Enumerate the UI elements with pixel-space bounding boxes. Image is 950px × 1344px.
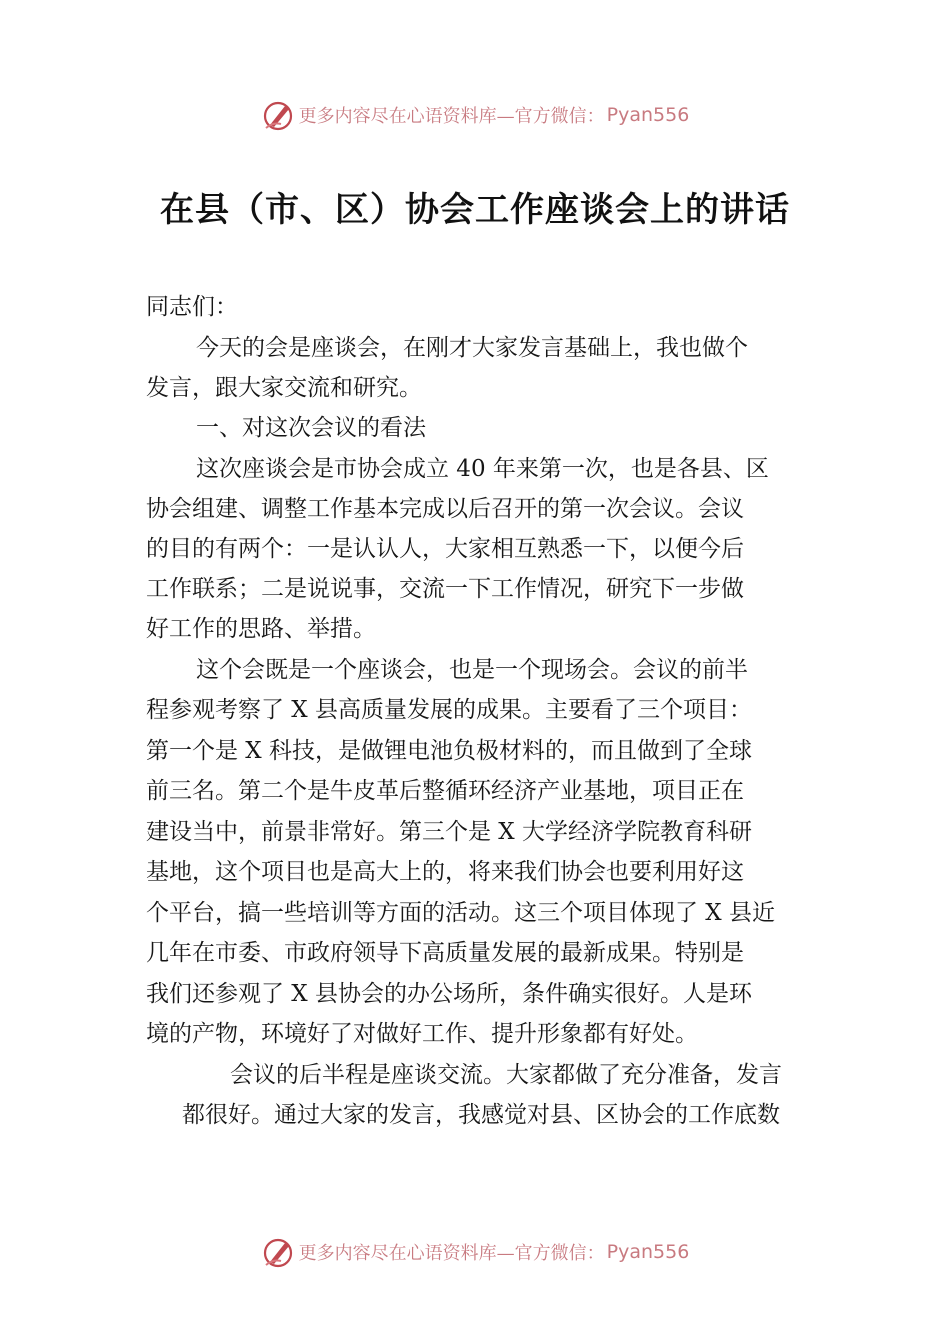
paragraph-line: 前三名。第二个是牛皮革后整循环经济产业基地，项目正在	[146, 778, 744, 804]
watermark-wechat-id: Pyan556	[606, 1241, 690, 1263]
pen-logo-icon	[261, 98, 295, 132]
document-title: 在县（市、区）协会工作座谈会上的讲话	[160, 190, 790, 230]
paragraph-line: 境的产物，环境好了对做好工作、提升形象都有好处。	[146, 1021, 698, 1047]
salutation: 同志们：	[146, 294, 238, 320]
section-heading: 一、对这次会议的看法	[196, 415, 426, 441]
paragraph-line: 这个会既是一个座谈会，也是一个现场会。会议的前半	[196, 657, 748, 683]
paragraph-line: 今天的会是座谈会，在刚才大家发言基础上，我也做个	[196, 335, 748, 361]
paragraph-line: 几年在市委、市政府领导下高质量发展的最新成果。特别是	[146, 940, 744, 966]
watermark-header	[0, 95, 950, 135]
paragraph-line: 的目的有两个：一是认认人，大家相互熟悉一下，以便今后	[146, 536, 744, 562]
paragraph-line: 发言，跟大家交流和研究。	[146, 375, 422, 401]
paragraph-line: 基地，这个项目也是高大上的，将来我们协会也要利用好这	[146, 859, 744, 885]
pen-logo-icon	[261, 1235, 295, 1269]
watermark-text: 更多内容尽在心语资料库—官方微信：	[298, 106, 605, 127]
paragraph-line: 建设当中，前景非常好。第三个是 X 大学经济学院教育科研	[146, 819, 752, 845]
paragraph-line: 我们还参观了 X 县协会的办公场所，条件确实很好。人是环	[146, 981, 752, 1007]
paragraph-line: 个平台，搞一些培训等方面的活动。这三个项目体现了 X 县近	[146, 900, 775, 926]
paragraph-line: 第一个是 X 科技，是做锂电池负极材料的，而且做到了全球	[146, 738, 752, 764]
watermark-footer	[0, 1232, 950, 1272]
paragraph-line: 会议的后半程是座谈交流。大家都做了充分准备，发言	[230, 1062, 782, 1088]
paragraph-line: 都很好。通过大家的发言，我感觉对县、区协会的工作底数	[182, 1102, 780, 1128]
paragraph-line: 程参观考察了 X 县高质量发展的成果。主要看了三个项目：	[146, 697, 752, 723]
watermark-text: 更多内容尽在心语资料库—官方微信：	[298, 1243, 605, 1264]
paragraph-line: 工作联系；二是说说事，交流一下工作情况，研究下一步做	[146, 576, 744, 602]
paragraph-line: 协会组建、调整工作基本完成以后召开的第一次会议。会议	[146, 496, 744, 522]
paragraph-line: 这次座谈会是市协会成立 40 年来第一次，也是各县、区	[196, 456, 769, 482]
watermark-wechat-id: Pyan556	[606, 104, 690, 126]
paragraph-line: 好工作的思路、举措。	[146, 616, 376, 642]
